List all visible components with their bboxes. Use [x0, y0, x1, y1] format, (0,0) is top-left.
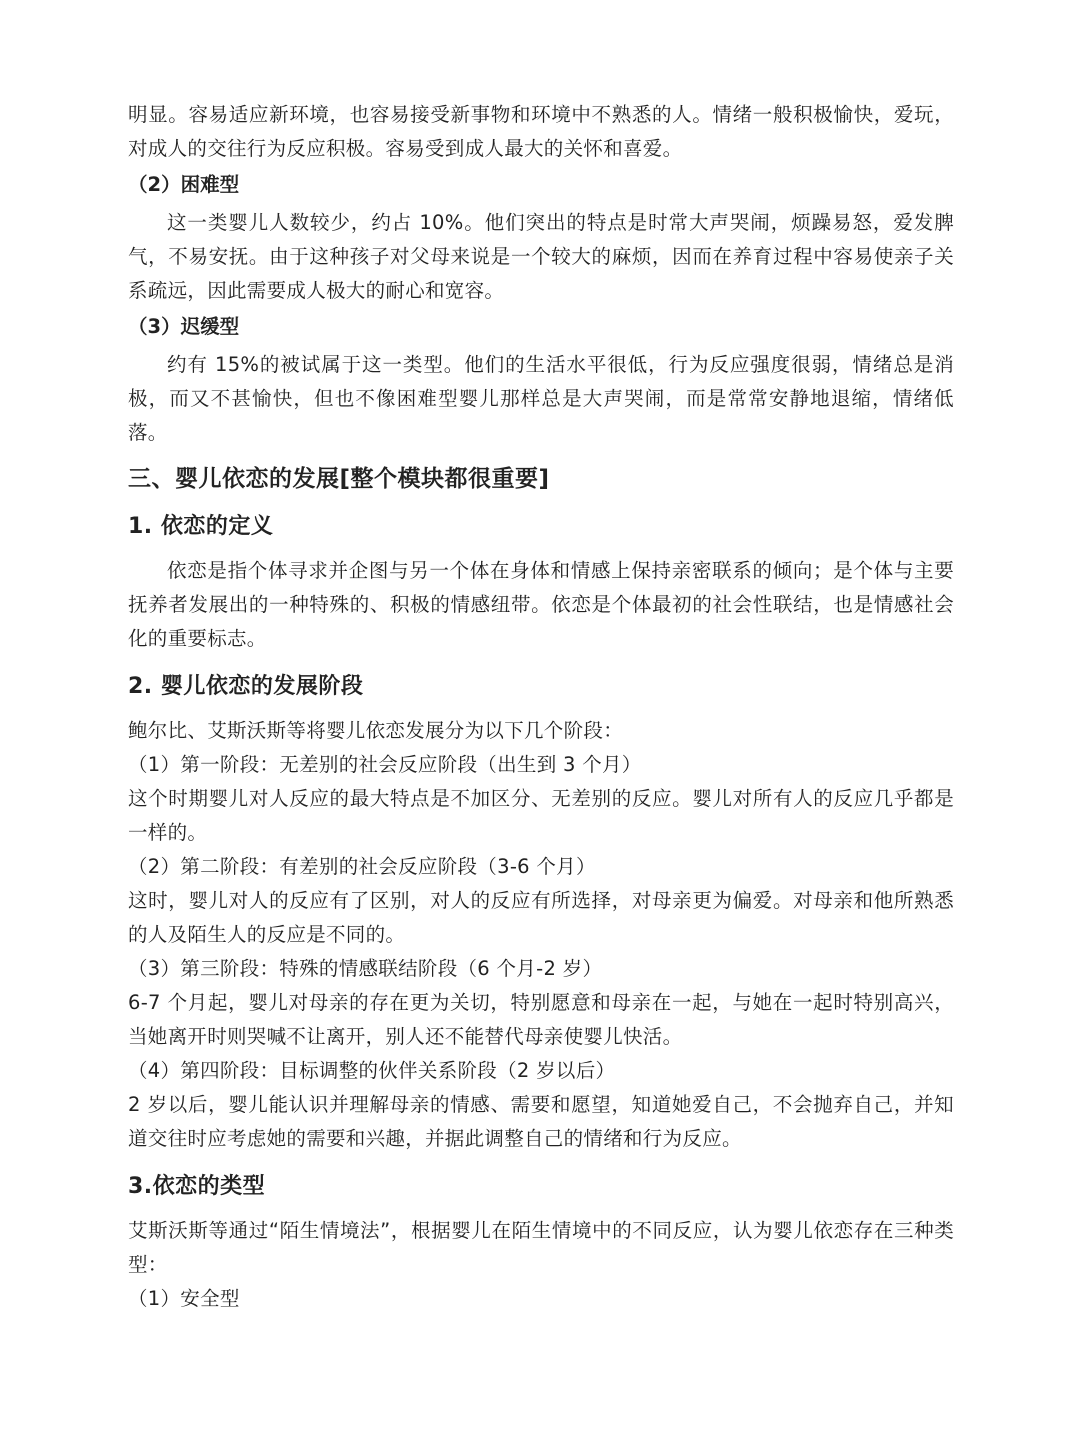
stages-intro: 鲍尔比、艾斯沃斯等将婴儿依恋发展分为以下几个阶段：: [128, 719, 624, 742]
definition-paragraph: 依恋是指个体寻求并企图与另一个体在身体和情感上保持亲密联系的倾向；是个体与主要抚养者发展出的一种特殊的、积极的情感纽带。依恋是个体最初的社会性联结，也是情感社会化的重要标志。: [128, 559, 954, 650]
difficult-type-paragraph: 这一类婴儿人数较少，约占 10%。他们突出的特点是时常大声哭闹，烦躁易怒，爱发脾气，不易安抚。由于这种孩子对父母来说是一个较大的麻烦，因而在养育过程中容易使亲子关系疏远，因此需要成人极大的耐心和宽容。: [128, 211, 954, 302]
slow-type-paragraph: 约有 15%的被试属于这一类型。他们的生活水平很低，行为反应强度很弱，情绪总是消极，而又不甚愉快，但也不像困难型婴儿那样总是大声哭闹，而是常常安静地退缩，情绪低落。: [128, 353, 954, 444]
stage-2-body: 这时，婴儿对人的反应有了区别，对人的反应有所选择，对母亲更为偏爱。对母亲和他所熟悉的人及陌生人的反应是不同的。: [128, 889, 954, 946]
document-page: [128, 98, 954, 1316]
stage-3-title: （3）第三阶段：特殊的情感联结阶段（6 个月-2 岁）: [128, 957, 603, 980]
attachment-type-1: （1）安全型: [128, 1287, 240, 1310]
stage-4-body: 2 岁以后，婴儿能认识并理解母亲的情感、需要和愿望，知道她爱自己，不会抛弃自己，并知道交往时应考虑她的需要和兴趣，并据此调整自己的情绪和行为反应。: [128, 1093, 954, 1150]
slow-type-heading: （3）迟缓型: [128, 315, 240, 338]
stage-4-title: （4）第四阶段：目标调整的伙伴关系阶段（2 岁以后）: [128, 1059, 616, 1082]
stage-2-title: （2）第二阶段：有差别的社会反应阶段（3-6 个月）: [128, 855, 596, 878]
attachment-types-intro: 艾斯沃斯等通过“陌生情境法”，根据婴儿在陌生情境中的不同反应，认为婴儿依恋存在三种类型：: [128, 1219, 954, 1276]
easy-type-paragraph-tail: 明显。容易适应新环境，也容易接受新事物和环境中不熟悉的人。情绪一般积极愉快，爱玩，对成人的交往行为反应积极。容易受到成人最大的关怀和喜爱。: [128, 103, 954, 160]
stage-3-body: 6-7 个月起，婴儿对母亲的存在更为关切，特别愿意和母亲在一起，与她在一起时特别高兴，当她离开时则哭喊不让离开，别人还不能替代母亲使婴儿快活。: [128, 991, 954, 1048]
stage-1-body: 这个时期婴儿对人反应的最大特点是不加区分、无差别的反应。婴儿对所有人的反应几乎都是一样的。: [128, 787, 954, 844]
section-3-heading: 三、婴儿依恋的发展[整个模块都很重要]: [128, 466, 550, 492]
definition-heading: 1. 依恋的定义: [128, 514, 274, 539]
stage-1-title: （1）第一阶段：无差别的社会反应阶段（出生到 3 个月）: [128, 753, 642, 776]
attachment-types-heading: 3.依恋的类型: [128, 1174, 266, 1199]
difficult-type-heading: （2）困难型: [128, 173, 240, 196]
stages-heading: 2. 婴儿依恋的发展阶段: [128, 674, 364, 699]
